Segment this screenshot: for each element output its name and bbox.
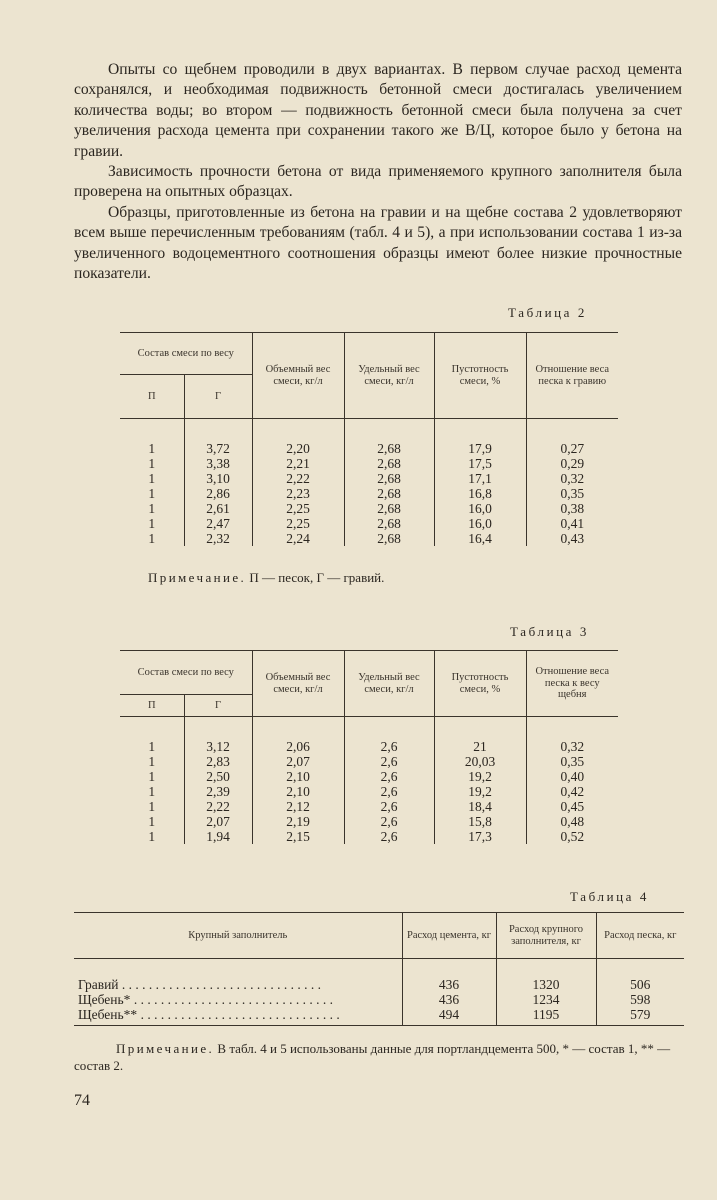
table4-note-text: В табл. 4 и 5 использованы данные для портландцемента 500, * — состав 1, ** — состав 2.: [74, 1041, 671, 1073]
table3: [120, 650, 618, 844]
table-row: Щебень* . . . . . . . . . . . . . . . . . . . . . . . . . . . . . . 436 1234 598: [74, 992, 684, 1007]
table3-header-bulk-weight: Объемный вес смеси, кг/л: [252, 651, 344, 717]
table-row: 1 2,86 2,23 2,68 16,8 0,35: [120, 486, 618, 501]
table-row: 1 3,72 2,20 2,68 17,9 0,27: [120, 441, 618, 456]
table2-header-p: П: [147, 390, 156, 402]
paragraph-3: Образцы, приготовленные из бетона на гравии и на щебне состава 2 удовлетворяют всем выше перечисленным требованиям (табл. 4 и 5), а при использовании состава 1 из-за увеличенного водоцементного соотношения образцы имеют более низкие прочностные показатели.: [74, 203, 682, 283]
table4-header-sand: Расход песка, кг: [596, 913, 684, 959]
table-row: 1 3,10 2,22 2,68 17,1 0,32: [120, 471, 618, 486]
table-row: Щебень** . . . . . . . . . . . . . . . . . . . . . . . . . . . . . . 494 1195 579: [74, 1007, 684, 1022]
table4-header-coarse: Расход крупного заполнителя, кг: [496, 913, 596, 959]
table4: [74, 912, 684, 1026]
table3-header-ratio: Отношение веса песка к весу щебня: [526, 651, 618, 717]
table-row: 1 3,38 2,21 2,68 17,5 0,29: [120, 456, 618, 471]
table3-header-p: П: [147, 699, 156, 711]
table3-header-composition: Состав смеси по весу: [120, 651, 252, 695]
body-text: [74, 60, 682, 284]
table2-header-composition: Состав смеси по весу: [120, 333, 252, 375]
table-row: 1 2,50 2,10 2,6 19,2 0,40: [120, 769, 618, 784]
table3-caption: Таблица 3: [510, 624, 589, 639]
table-row: 1 2,07 2,19 2,6 15,8 0,48: [120, 814, 618, 829]
paragraph-2: Зависимость прочности бетона от вида применяемого крупного заполнителя была проверена на опытных образцах.: [74, 163, 682, 201]
table-row: Гравий . . . . . . . . . . . . . . . . . . . . . . . . . . . . . . 436 1320 506: [74, 977, 684, 992]
table2-note: [148, 570, 384, 586]
table3-header-voids: Пустотность смеси, %: [434, 651, 526, 717]
table4-note-label: Примечание.: [116, 1041, 215, 1056]
table4-header-aggregate: Крупный заполнитель: [188, 929, 288, 941]
table4-note: [74, 1040, 696, 1074]
table2-header-bulk-weight: Объемный вес смеси, кг/л: [252, 333, 344, 419]
table3-header-specific-weight: Удельный вес смеси, кг/л: [344, 651, 434, 717]
table4-header-cement: Расход цемента, кг: [402, 913, 496, 959]
table-row: 1 1,94 2,15 2,6 17,3 0,52: [120, 829, 618, 844]
table-row: 1 3,12 2,06 2,6 21 0,32: [120, 739, 618, 754]
table4-caption: Таблица 4: [570, 889, 649, 904]
table2-caption: Таблица 2: [508, 305, 587, 320]
table-row: 1 2,39 2,10 2,6 19,2 0,42: [120, 784, 618, 799]
table3-header-g: Г: [184, 695, 252, 717]
table-row: 1 2,32 2,24 2,68 16,4 0,43: [120, 531, 618, 546]
table2-header-specific-weight: Удельный вес смеси, кг/л: [344, 333, 434, 419]
table2-header-ratio: Отношение веса песка к гравию: [526, 333, 618, 419]
table-row: 1 2,47 2,25 2,68 16,0 0,41: [120, 516, 618, 531]
table-row: 1 2,61 2,25 2,68 16,0 0,38: [120, 501, 618, 516]
table2: [120, 332, 618, 546]
table2-note-text: П — песок, Г — гравий.: [249, 570, 385, 585]
table-row: 1 2,22 2,12 2,6 18,4 0,45: [120, 799, 618, 814]
page-number: 74: [74, 1092, 90, 1109]
table2-header-g: Г: [184, 375, 252, 419]
table2-note-label: Примечание.: [148, 570, 247, 585]
table-row: 1 2,83 2,07 2,6 20,03 0,35: [120, 754, 618, 769]
paragraph-1: Опыты со щебнем проводили в двух вариантах. В первом случае расход цемента сохранялся, и необходимая подвижность бетонной смеси достигалась увеличением количества воды; во втором — подвижность бетонной смеси была получена за счет увеличения расхода цемента при сохранении такого же В/Ц, которое было у бетона на гравии.: [74, 61, 682, 160]
table2-header-voids: Пустотность смеси, %: [434, 333, 526, 419]
